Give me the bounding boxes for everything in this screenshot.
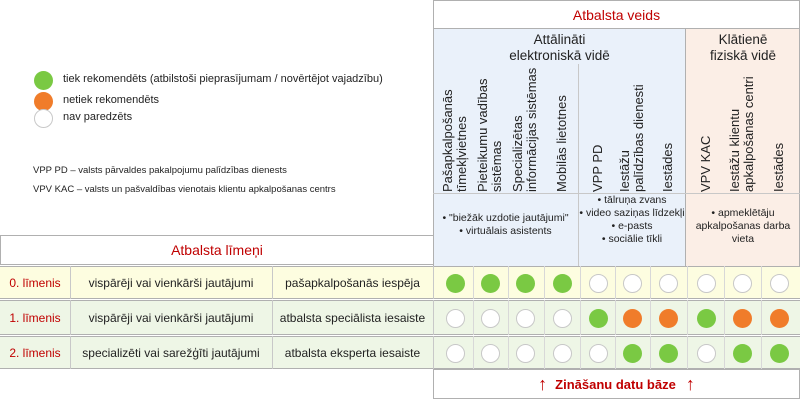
column-header: Mobilās lietotnes (554, 95, 569, 192)
up-arrow-left-icon: ↑ (538, 373, 548, 394)
cell-divider (724, 336, 725, 369)
recommendation-dot-green (516, 274, 535, 293)
cell-divider (724, 266, 725, 299)
recommendation-dot-empty (623, 274, 642, 293)
cell-divider (761, 300, 762, 335)
cell-divider (687, 336, 688, 369)
recommendation-dot-empty (481, 344, 500, 363)
recommendation-dot-green (697, 309, 716, 328)
channel-item: • tālruņa zvans (597, 194, 667, 206)
remote-group-title: Attālināti elektroniskā vidē (509, 32, 610, 63)
legend-label: nav paredzēts (63, 111, 133, 123)
recommendation-dot-empty (516, 344, 535, 363)
column-header: VPV KAC (698, 135, 713, 192)
support-type: pašapkalpošanās iespēja (272, 266, 434, 299)
up-arrow-right-icon: ↑ (685, 373, 695, 394)
recommendation-dot-orange (623, 309, 642, 328)
column-header: Pašapkalpošanās tīmekļvietnes (440, 89, 469, 192)
recommendation-dot-green (770, 344, 789, 363)
recommendation-dot-empty (589, 274, 608, 293)
support-type: atbalsta eksperta iesaiste (272, 336, 434, 369)
recommendation-dot-green (623, 344, 642, 363)
legend-label: netiek rekomendēts (63, 94, 159, 106)
channel-item: • video saziņas līdzekļi (579, 207, 685, 219)
support-type: atbalsta speciālista iesaiste (272, 300, 434, 335)
cell-divider (650, 300, 651, 335)
recommendation-dot-orange (733, 309, 752, 328)
support-type-title: Atbalsta veids (572, 6, 661, 23)
legend-green-dot (34, 71, 53, 90)
levels-header (0, 235, 433, 265)
cell-divider (615, 300, 616, 335)
legend-note-vpp-pd: VPP PD – valsts pārvaldes pakalpojumu palīdzības dienests (33, 165, 287, 176)
channel-item: vieta (731, 233, 755, 245)
cell-divider (650, 266, 651, 299)
channels-web (433, 212, 578, 238)
recommendation-dot-empty (446, 309, 465, 328)
column-header: Iestāžu klientu apkalpošanas centri (727, 76, 756, 192)
cell-divider (544, 266, 545, 299)
level-label: 2. līmenis (0, 336, 71, 369)
recommendation-dot-empty (697, 344, 716, 363)
levels-title: Atbalsta līmeņi (171, 242, 263, 258)
recommendation-dot-orange (770, 309, 789, 328)
column-header: Pieteikumu vadības sistēmas (475, 78, 504, 192)
cell-divider (508, 300, 509, 335)
cell-divider (473, 266, 474, 299)
header-divider (433, 64, 800, 194)
cell-divider (580, 336, 581, 369)
recommendation-dot-empty (481, 309, 500, 328)
cell-divider (580, 266, 581, 299)
cell-divider (508, 266, 509, 299)
recommendation-dot-empty (733, 274, 752, 293)
inperson-group-title: Klātienē fiziskā vidē (709, 32, 777, 63)
column-header: VPP PD (590, 144, 605, 192)
level-label: 1. līmenis (0, 300, 71, 335)
channel-item: • sociālie tīkli (601, 233, 663, 245)
cell-divider (687, 266, 688, 299)
channel-item: apkalpošanas darba (695, 220, 791, 232)
recommendation-dot-empty (516, 309, 535, 328)
recommendation-dot-empty (446, 344, 465, 363)
recommendation-dot-green (481, 274, 500, 293)
knowledge-base-footer (433, 369, 800, 399)
recommendation-dot-empty (553, 309, 572, 328)
column-header: Iestādes (660, 142, 675, 192)
channels-in-person (686, 207, 800, 246)
cell-divider (473, 300, 474, 335)
support-type-header (433, 0, 800, 29)
group-divider (578, 64, 579, 266)
cell-divider (650, 336, 651, 369)
cell-divider (724, 300, 725, 335)
cell-divider (615, 266, 616, 299)
cell-divider (508, 336, 509, 369)
recommendation-dot-empty (659, 274, 678, 293)
question-type: vispārēji vai vienkārši jautājumi (70, 300, 273, 335)
recommendation-dot-empty (589, 344, 608, 363)
column-header: Iestādes (771, 142, 786, 192)
cell-divider (544, 336, 545, 369)
recommendation-dot-green (446, 274, 465, 293)
recommendation-dot-empty (770, 274, 789, 293)
channel-item: • "biežāk uzdotie jautājumi" (442, 212, 569, 224)
level-label: 0. līmenis (0, 266, 71, 299)
recommendation-dot-green (589, 309, 608, 328)
recommendation-dot-green (659, 344, 678, 363)
knowledge-base-label: Zināšanu datu bāze (555, 376, 676, 392)
legend (0, 0, 430, 200)
legend-empty-dot (34, 109, 53, 128)
channels-remote-contact (578, 194, 686, 246)
channel-item: • virtuālais asistents (459, 225, 552, 237)
recommendation-dot-empty (553, 344, 572, 363)
cell-divider (687, 300, 688, 335)
recommendation-dot-orange (659, 309, 678, 328)
legend-note-vpv-kac: VPV KAC – valsts un pašvaldības vienotais klientu apkalpošanas centrs (33, 184, 336, 195)
column-header: Specializētas informācijas sistēmas (510, 67, 539, 192)
cell-divider (761, 336, 762, 369)
cell-divider (615, 336, 616, 369)
recommendation-dot-empty (697, 274, 716, 293)
question-type: vispārēji vai vienkārši jautājumi (70, 266, 273, 299)
cell-divider (544, 300, 545, 335)
question-type: specializēti vai sarežģīti jautājumi (70, 336, 273, 369)
channel-item: • e-pasts (611, 220, 653, 232)
legend-label: tiek rekomendēts (atbilstoši pieprasījumam / novērtējot vajadzību) (63, 73, 383, 85)
cell-divider (473, 336, 474, 369)
channel-item: • apmeklētāju (711, 207, 775, 219)
recommendation-dot-green (553, 274, 572, 293)
recommendation-dot-green (733, 344, 752, 363)
cell-divider (580, 300, 581, 335)
column-header: Iestāžu palīdzības dienesti (617, 84, 646, 192)
cell-divider (761, 266, 762, 299)
